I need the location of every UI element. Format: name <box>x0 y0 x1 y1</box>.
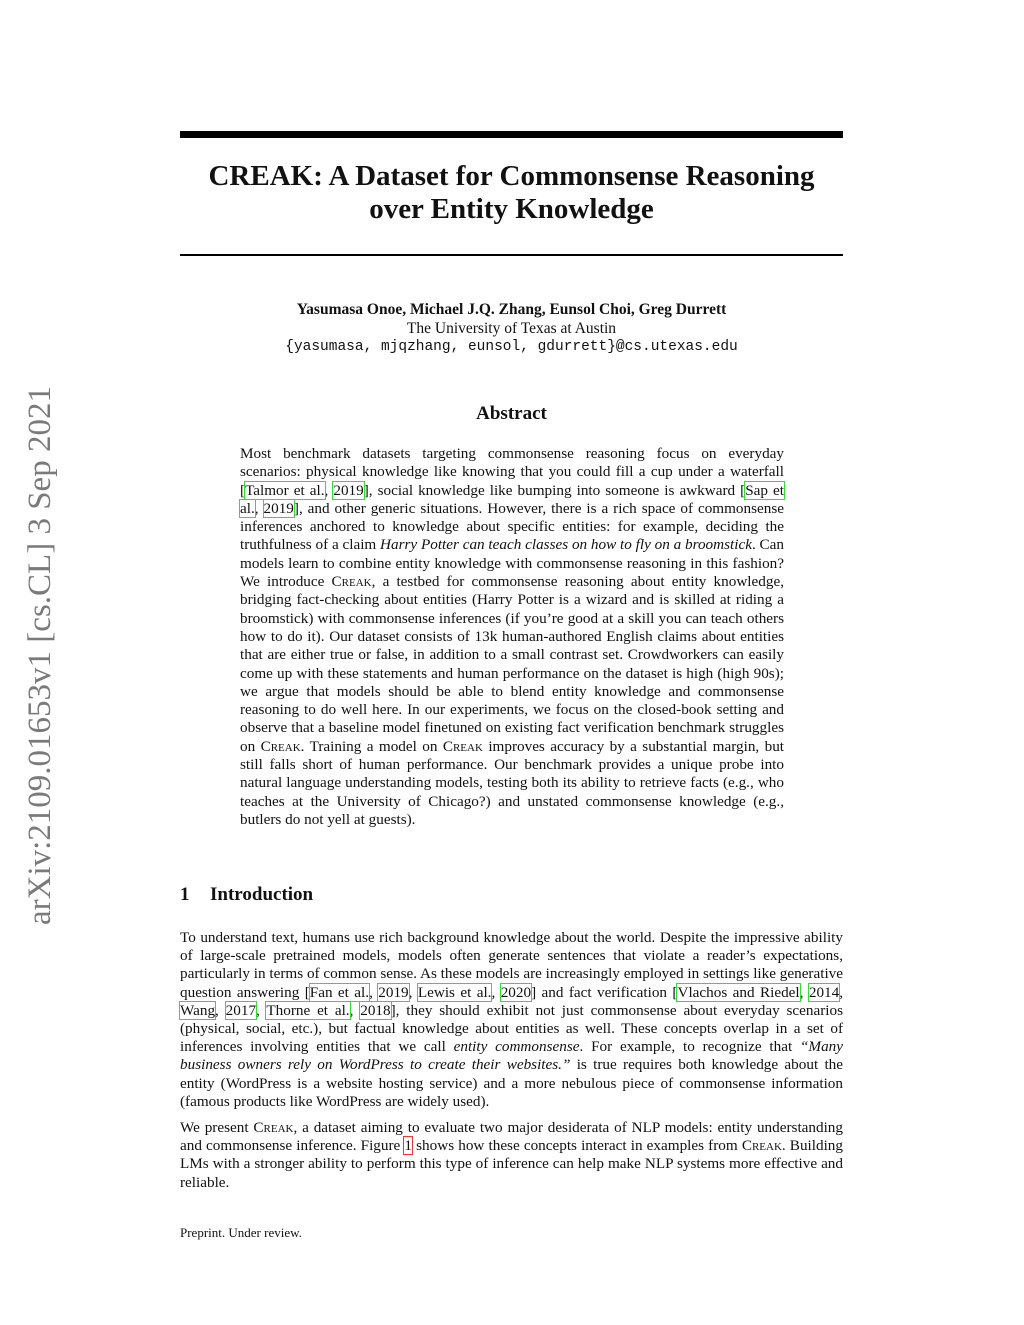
intro-paragraph-1: To understand text, humans use rich background knowledge about the world. Despite the impressive ability of large-scale pretrained models, models often generate sentences that violate a reader’s expectations, particularly in terms of common sense. As these models are increasingly employed in settings like generative question answering [Fan et al., 2019, Lewis et al., 2020] and fact verification [Vlachos and Riedel, 2014, Wang, 2017, Thorne et al., 2018], they should exhibit not just commonsense about everyday scenarios (physical, social, etc.), but factual knowledge about entities as well. These concepts overlap in a set of inferences involving entities that we call entity commonsense. For example, to recognize that “Many business owners rely on WordPress to create their websites.” is true requires both knowledge about the entity (WordPress is a website hosting service) and a more nebulous piece of commonsense information (famous products like WordPress are widely used). <box>180 929 844 1110</box>
citation-link[interactable]: Vlachos and Riedel <box>677 983 800 1001</box>
abstract-body: Most benchmark datasets targeting commonsense reasoning focus on everyday scenarios: physical knowledge like knowing that you could fill a cup under a waterfall [Talmor et al., 2019], social knowledge like bumping into someone is awkward [Sap et al., 2019], and other generic situations. However, there is a rich space of commonsense inferences anchored to knowledge about specific entities: for example, deciding the truthfulness of a claim Harry Potter can teach classes on how to fly on a broomstick. Can models learn to combine entity knowledge with commonsense reasoning in this fashion? We introduce Creak, a testbed for commonsense reasoning about entity knowledge, bridging fact-checking about entities (Harry Potter is a wizard and is skilled at riding a broomstick) with commonsense inferences (if you’re good at a skill you can teach others how to do it). Our dataset consists of 13k human-authored English claims about entities that are either true or false, in addition to a small contrast set. Crowdworkers can easily come up with these statements and human performance on the dataset is high (high 90s); we argue that models should be able to blend entity knowledge and commonsense reasoning to do well here. In our experiments, we focus on the closed-book setting and observe that a baseline model finetuned on existing fact verification benchmark struggles on Creak. Training a model on Creak improves accuracy by a substantial margin, but still falls short of human performance. Our benchmark provides a unique probe into natural language understanding models, testing both its ability to retrieve facts (e.g., who teaches at the University of Chicago?) and unstated commonsense knowledge (e.g., butlers do not yell at guests). <box>240 445 785 828</box>
title-line-1: CREAK: A Dataset for Commonsense Reasoning <box>208 160 815 192</box>
title-bottom-rule <box>180 254 843 256</box>
citation-link[interactable]: 2014 <box>808 983 840 1001</box>
citation-link[interactable]: 2019 <box>333 481 364 499</box>
citation-link[interactable]: Sap et al. <box>240 481 784 517</box>
citation-link[interactable]: Wang <box>180 1001 216 1019</box>
citation-link[interactable]: 2018 <box>360 1001 391 1019</box>
author-emails: {yasumasa, mjqzhang, eunsol, gdurrett}@cs.utexas.edu <box>285 339 738 355</box>
introduction-body <box>180 929 843 1200</box>
abstract-heading: Abstract <box>476 403 547 424</box>
intro-paragraph-2: We present Creak, a dataset aiming to evaluate two major desiderata of NLP models: entity understanding and commonsense inference. Figure 1 shows how these concepts interact in examples from Creak. Building LMs with a stronger ability to perform this type of inference can help make NLP systems more effective and reliable. <box>180 1119 843 1191</box>
section-number: 1 <box>180 884 190 905</box>
citation-link[interactable]: Thorne et al. <box>266 1001 350 1019</box>
figure-reference-link[interactable]: 1 <box>404 1137 412 1155</box>
preprint-footer: Preprint. Under review. <box>180 1225 302 1240</box>
citation-link[interactable]: Fan et al. <box>309 983 370 1001</box>
citation-link[interactable]: 2019 <box>378 983 409 1001</box>
citation-link[interactable]: Talmor et al. <box>245 481 325 499</box>
citation-link[interactable]: 2019 <box>263 499 294 517</box>
title-top-rule <box>180 131 843 138</box>
affiliation: The University of Texas at Austin <box>406 320 617 337</box>
paper-title <box>180 160 843 226</box>
citation-link[interactable]: 2017 <box>225 1001 257 1019</box>
section-title: Introduction <box>210 884 314 905</box>
title-line-2: over Entity Knowledge <box>369 193 654 225</box>
author-block <box>180 300 843 357</box>
section-heading-introduction <box>180 884 313 906</box>
arxiv-identifier: arXiv:2109.01653v1 [cs.CL] 3 Sep 2021 <box>22 386 58 925</box>
citation-link[interactable]: 2020 <box>500 983 532 1001</box>
citation-link[interactable]: Lewis et al. <box>417 983 492 1001</box>
author-names: Yasumasa Onoe, Michael J.Q. Zhang, Eunsol Choi, Greg Durrett <box>296 301 727 318</box>
